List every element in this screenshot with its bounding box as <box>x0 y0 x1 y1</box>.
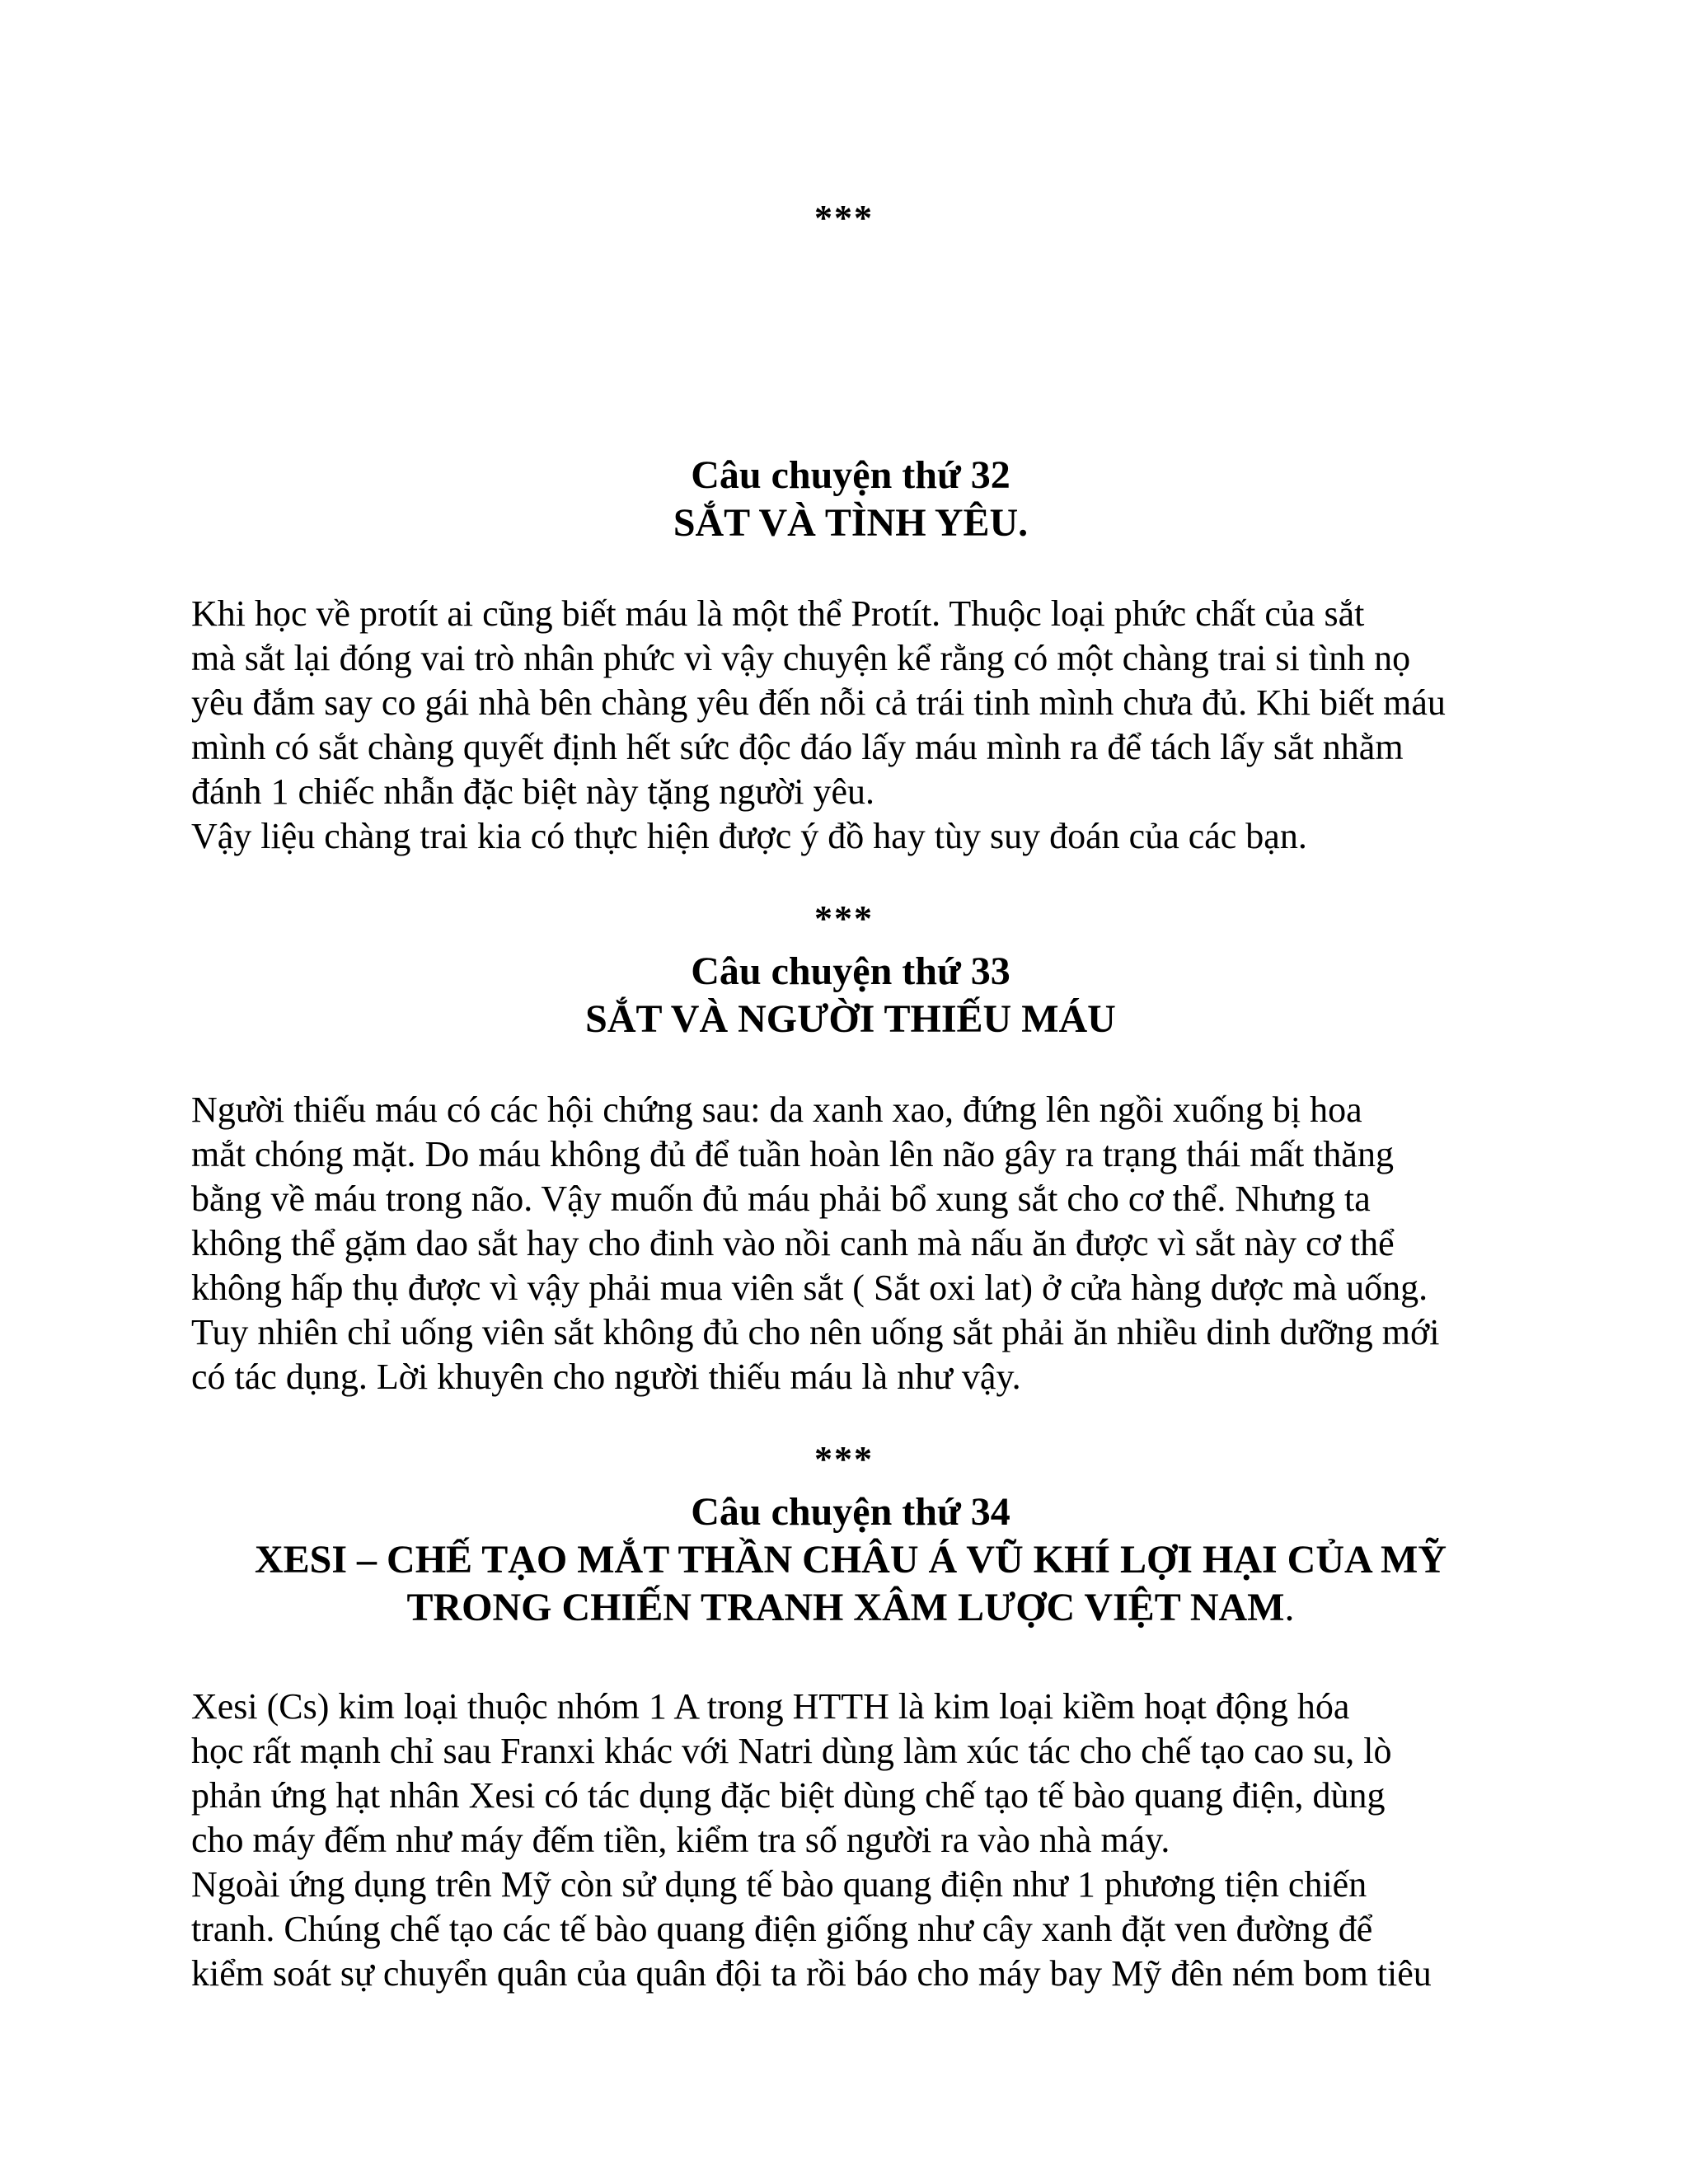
section-separator-top: *** <box>814 198 874 238</box>
story-34-title-line-1: XESI – CHẾ TẠO MẮT THẦN CHÂU Á VŨ KHÍ LỢI HẠI CỦA MỸ <box>255 1538 1447 1582</box>
story-34-title-line-2: TRONG CHIẾN TRANH XÂM LƯỢC VIỆT NAM <box>406 1586 1285 1629</box>
story-34-number-title: Câu chuyện thứ 34 <box>691 1490 1010 1534</box>
section-separator-2: *** <box>814 1439 874 1479</box>
story-33-number-title: Câu chuyện thứ 33 <box>691 949 1010 993</box>
story-32-body <box>191 592 1510 859</box>
story-34-heading <box>191 1488 1510 1632</box>
story-33-heading <box>191 948 1510 1043</box>
story-32-title: SẮT VÀ TÌNH YÊU. <box>673 501 1029 545</box>
story-34-title-line-2-wrap <box>191 1584 1510 1632</box>
section-separator-1: *** <box>814 898 874 939</box>
story-33-body <box>191 1088 1510 1399</box>
story-32-heading <box>191 452 1510 547</box>
story-34-paragraph-2: Ngoài ứng dụng trên Mỹ còn sử dụng tế bào quang điện như 1 phương tiện chiến tranh. Chúng chế tạo các tế bào quang điện giống như cây xanh đặt ven đường để kiểm soát sự chuyển quân của quân đội ta rồi báo cho máy bay Mỹ đên ném bom tiêu <box>191 1864 1432 1994</box>
story-33-paragraph-1: Người thiếu máu có các hội chứng sau: da xanh xao, đứng lên ngồi xuống bị hoa mắt chóng mặt. Do máu không đủ để tuần hoàn lên não gây ra trạng thái mất thăng bằng về máu trong não. Vậy muốn đủ máu phải bổ xung sắt cho cơ thể. Nhưng ta không thể gặm dao sắt hay cho đinh vào nồi canh mà nấu ăn được vì sắt này cơ thể không hấp thụ được vì vậy phải mua viên sắt ( Sắt oxi lat) ở cửa hàng dược mà uống. Tuy nhiên chỉ uống viên sắt không đủ cho nên uống sắt phải ăn nhiều dinh dưỡng mới có tác dụng. Lời khuyên cho người thiếu máu là như vậy. <box>191 1090 1440 1397</box>
story-32-paragraph-1: Khi học về protít ai cũng biết máu là một thể Protít. Thuộc loại phức chất của sắt mà sắt lại đóng vai trò nhân phức vì vậy chuyện kể rằng có một chàng trai si tình nọ yêu đắm say co gái nhà bên chàng yêu đến nỗi cả trái tinh mình chưa đủ. Khi biết máu mình có sắt chàng quyết định hết sức độc đáo lấy máu mình ra để tách lấy sắt nhằm đánh 1 chiếc nhẫn đặc biệt này tặng người yêu. Vậy liệu chàng trai kia có thực hiện được ý đồ hay tùy suy đoán của các bạn. <box>191 593 1446 856</box>
story-32-number-title: Câu chuyện thứ 32 <box>691 453 1010 497</box>
story-34-title-trail: . <box>1284 1586 1295 1629</box>
story-34-body <box>191 1685 1510 1996</box>
story-33-title: SẮT VÀ NGƯỜI THIẾU MÁU <box>585 997 1116 1041</box>
story-34-paragraph-1: Xesi (Cs) kim loại thuộc nhóm 1 A trong HTTH là kim loại kiềm hoạt động hóa học rất mạnh chỉ sau Franxi khác với Natri dùng làm xúc tác cho chế tạo cao su, lò phản ứng hạt nhân Xesi có tác dụng đặc biệt dùng chế tạo tế bào quang điện, dùng cho máy đếm như máy đếm tiền, kiểm tra số người ra vào nhà máy. <box>191 1686 1392 1860</box>
